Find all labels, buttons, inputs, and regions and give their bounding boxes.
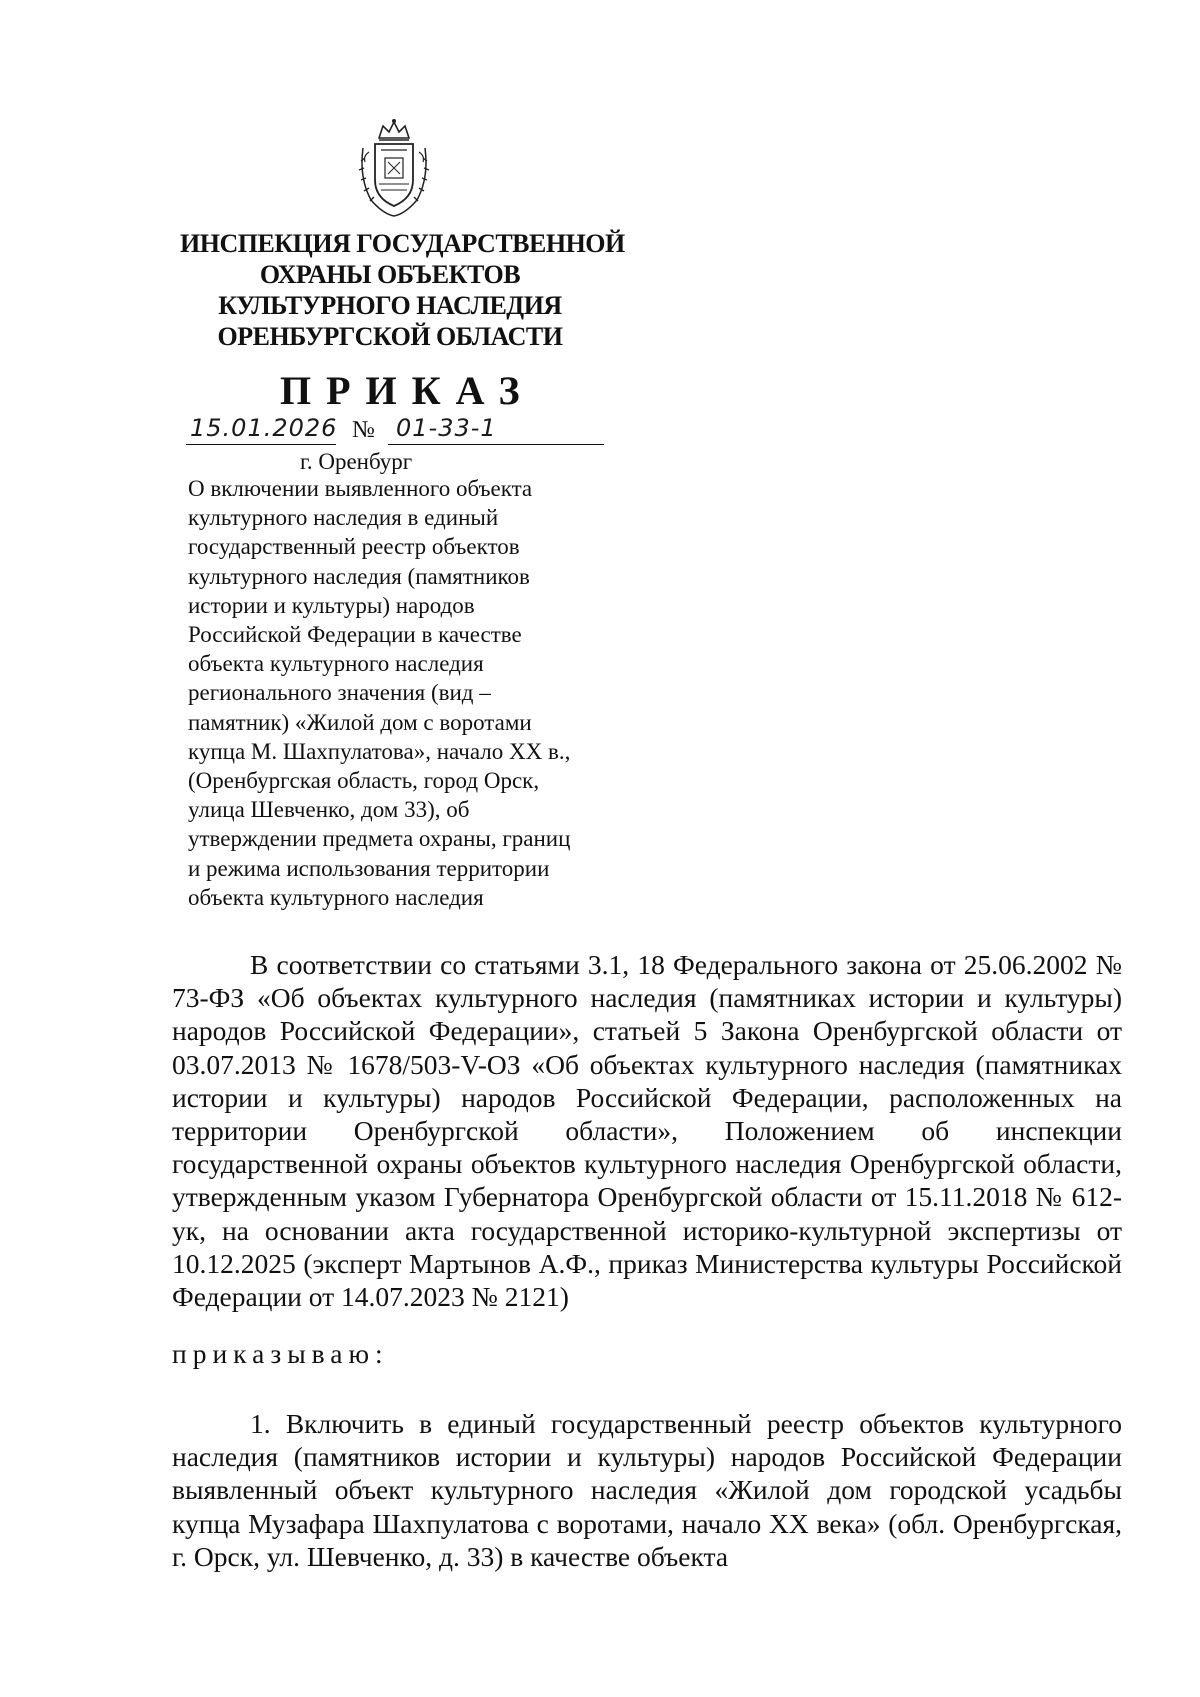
subject-line: купца М. Шахпулатова», начало XX в.,: [188, 738, 571, 764]
order-item-1: [172, 1407, 1122, 1573]
number-underline: [388, 444, 604, 445]
subject-line: объекта культурного наследия: [188, 884, 484, 910]
number-sign: №: [352, 417, 375, 443]
subject-line: государственный реестр объектов: [188, 534, 520, 560]
subject-line: Российской Федерации в качестве: [188, 622, 522, 648]
preamble-section: [172, 948, 1122, 1313]
document-subject: [188, 474, 608, 912]
preamble-paragraph: В соответствии со статьями 3.1, 18 Федерального закона от 25.06.2002 № 73-ФЗ «Об объектах культурного наследия (памятниках истории и культуры) народов Российской Федерации», статьей 5 Закона Оренбургской области от 03.07.2013 № 1678/503-V-ОЗ «Об объектах культурного наследия (памятниках истории и культуры) народов Российской Федерации, расположенных на территории Оренбургской области», Положением об инспекции государственной охраны объектов культурного наследия Оренбургской области, утвержденным указом Губернатора Оренбургской области от 15.11.2018 № 612-ук, на основании акта государственной историко-культурной экспертизы от 10.12.2025 (эксперт Мартынов А.Ф., приказ Министерства культуры Российской Федерации от 14.07.2023 № 2121): [172, 949, 1122, 1313]
org-line: ОХРАНЫ ОБЪЕКТОВ: [259, 260, 521, 289]
subject-line: утверждении предмета охраны, границ: [188, 826, 571, 852]
org-line: ИНСПЕКЦИЯ ГОСУДАРСТВЕННОЙ: [180, 229, 625, 258]
subject-line: и режима использования территории: [188, 855, 550, 881]
subject-line: регионального значения (вид –: [188, 680, 491, 706]
subject-line: О включении выявленного объекта: [188, 476, 533, 501]
organization-name: [180, 228, 625, 352]
date-number-row: [186, 414, 604, 448]
document-number: 01-33-1: [396, 414, 497, 442]
document-type-title: ПРИКАЗ: [280, 368, 535, 413]
city-label: г. Оренбург: [300, 449, 413, 474]
date-underline: [186, 444, 336, 445]
subject-line: памятник) «Жилой дом с воротами: [188, 709, 532, 735]
subject-line: культурного наследия (памятников: [188, 563, 530, 589]
subject-line: (Оренбургская область, город Орск,: [188, 768, 540, 794]
order-word: приказываю:: [172, 1338, 389, 1369]
org-line: ОРЕНБУРГСКОЙ ОБЛАСТИ: [217, 322, 563, 351]
order-item-paragraph: 1. Включить в единый государственный реестр объектов культурного наследия (памятников истории и культуры) народов Российской Федерации выявленный объект культурного наследия «Жилой дом городской усадьбы купца Музафара Шахпулатова с воротами, начало XX века» (обл. Оренбургская, г. Орск, ул. Шевченко, д. 33) в качестве объекта: [172, 1408, 1122, 1572]
subject-line: истории и культуры) народов: [188, 592, 475, 618]
org-line: КУЛЬТУРНОГО НАСЛЕДИЯ: [218, 291, 562, 320]
subject-line: культурного наследия в единый: [188, 505, 499, 531]
subject-line: объекта культурного наследия: [188, 651, 484, 677]
coat-of-arms-icon: [355, 118, 433, 218]
document-date: 15.01.2026: [190, 414, 338, 442]
subject-line: улица Шевченко, дом 33), об: [188, 797, 470, 823]
